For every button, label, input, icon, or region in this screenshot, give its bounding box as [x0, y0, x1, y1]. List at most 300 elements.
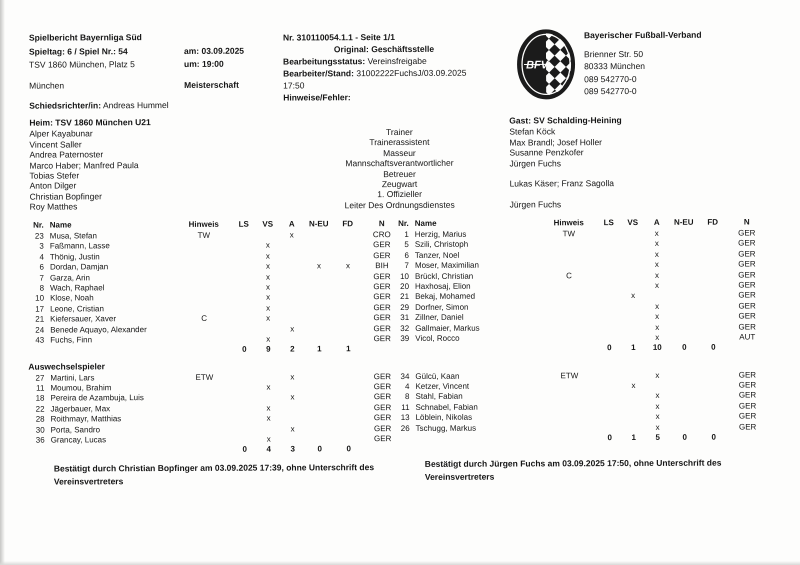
cell-vs	[256, 393, 280, 404]
cell-neu: x	[316, 261, 321, 271]
official-role: Betreuer	[383, 168, 416, 179]
cell-a: x	[290, 323, 295, 333]
substitutes-spacer	[393, 353, 767, 372]
cell-vs	[621, 260, 645, 271]
cell-hinweis	[541, 323, 597, 334]
cell-neu	[304, 334, 334, 345]
cell-neu	[669, 281, 699, 292]
cell-neu	[305, 414, 335, 425]
cell-vs	[256, 372, 280, 383]
cell-ls	[232, 324, 256, 335]
cell-neu	[670, 402, 700, 413]
cell-nat: GER	[738, 411, 757, 421]
cell-neu: N-EU	[673, 217, 694, 227]
cell-vs	[621, 322, 645, 333]
cell-fd: 0	[711, 432, 716, 442]
official-role: Trainerassistent	[369, 137, 430, 148]
cell-a	[280, 314, 304, 325]
cell-vs: x	[266, 292, 271, 302]
cell-hinweis	[541, 312, 597, 323]
cell-ls	[233, 414, 257, 425]
cell-nat: GER	[738, 321, 756, 332]
cell-a	[280, 262, 304, 273]
venue-line: TSV 1860 München, Platz 5	[29, 59, 135, 70]
cell-ls: 0	[607, 343, 612, 353]
cell-hinweis	[541, 381, 597, 392]
cell-vs	[621, 371, 645, 382]
cell-nr: 11	[401, 402, 410, 412]
starters-totals-row	[393, 343, 767, 355]
cell-fd	[699, 332, 727, 343]
cell-nr: 17	[35, 304, 45, 314]
official-name: Susanne Penzkofer	[509, 147, 584, 158]
cell-fd	[334, 303, 362, 314]
cell-fd	[334, 241, 362, 252]
cell-hinweis: Hinweis	[188, 219, 219, 229]
cell-vs: 9	[266, 344, 271, 354]
cell-hinweis: ETW	[195, 372, 214, 382]
cell-nat: GER	[373, 371, 392, 381]
cell-neu	[304, 393, 334, 404]
cell-neu	[669, 260, 699, 271]
cell-nr: 32	[400, 323, 410, 333]
guest-roster-table	[393, 216, 768, 444]
association-name: Bayerischer Fußball-Verband	[583, 29, 702, 41]
cell-hinweis	[176, 393, 232, 404]
cell-fd	[699, 322, 727, 333]
cell-nat	[363, 444, 403, 455]
referee-name: Andreas Hummel	[102, 100, 169, 111]
subs-totals-row	[394, 432, 768, 444]
bfv-logo	[515, 27, 577, 101]
cell-neu	[669, 291, 699, 302]
cell-nat: GER	[738, 422, 757, 432]
cell-name: Gülcü, Kaan	[415, 371, 460, 381]
cell-ls	[232, 283, 256, 294]
guest-officials-names	[509, 126, 622, 210]
cell-neu	[304, 282, 334, 293]
scan-edge-bottom	[0, 561, 800, 565]
cell-nat: GER	[373, 392, 392, 402]
official-name: Jürgen Fuchs	[509, 199, 562, 210]
cell-hinweis	[176, 383, 232, 394]
cell-a: A	[288, 219, 295, 229]
cell-nr: 8	[405, 392, 410, 402]
official-role: Leiter Des Ordnungsdienstes	[344, 199, 455, 210]
competition-type: Meisterschaft	[184, 79, 239, 90]
cell-name: Schnabel, Fabian	[415, 402, 478, 412]
cell-neu	[669, 333, 699, 344]
cell-a: x	[654, 280, 660, 290]
cell-nat: GER	[373, 402, 392, 412]
cell-name	[409, 344, 541, 355]
cell-nat: GER	[373, 281, 391, 292]
cell-nr: 24	[35, 325, 45, 335]
cell-nr: 6	[39, 262, 44, 272]
address-line: 80333 München	[584, 61, 646, 72]
cell-neu	[670, 422, 700, 433]
cell-name: Moser, Maximilian	[414, 260, 479, 271]
cell-ls	[232, 393, 256, 404]
original-line: Original: Geschäftsstelle	[333, 43, 435, 55]
cell-nat: GER	[738, 249, 756, 259]
cell-ls: 0	[242, 445, 247, 455]
cell-a	[280, 272, 304, 283]
cell-vs	[256, 324, 280, 335]
cell-name: Dorfner, Simon	[415, 302, 469, 312]
official-name: Marco Haber; Manfred Paula	[29, 159, 139, 171]
cell-a: x	[655, 332, 660, 342]
cell-nr: 22	[35, 404, 45, 414]
cell-hinweis	[542, 402, 598, 413]
cell-name	[44, 345, 176, 356]
cell-fd	[700, 422, 728, 433]
cell-nat: GER	[738, 401, 757, 411]
cell-hinweis	[176, 293, 232, 304]
cell-nr: 11	[36, 383, 45, 393]
official-role: Mannschaftsverantwortlicher	[345, 157, 454, 169]
cell-vs: x	[631, 291, 636, 301]
cell-ls	[232, 372, 256, 383]
cell-ls	[597, 381, 621, 392]
cell-fd	[334, 272, 362, 283]
cell-ls	[597, 260, 621, 271]
cell-name: Tschugg, Markus	[415, 423, 477, 433]
cell-hinweis: Hinweis	[553, 218, 584, 228]
cell-nr: 6	[404, 250, 409, 260]
cell-hinweis: C	[566, 270, 572, 280]
cell-nr: 21	[400, 292, 410, 302]
cell-a: 3	[290, 444, 295, 454]
cell-nr: 4	[39, 252, 44, 262]
cell-nr: 7	[404, 261, 409, 271]
cell-nr: 10	[35, 293, 45, 303]
cell-hinweis	[542, 412, 598, 423]
cell-a: x	[655, 322, 660, 332]
official-name: Anton Dilger	[29, 180, 77, 191]
cell-nat: GER	[373, 323, 391, 333]
cell-ls	[597, 333, 621, 344]
cell-a: x	[289, 230, 294, 240]
status-value: Vereinsfreigabe	[367, 55, 427, 67]
address-line: 089 542770-0	[584, 73, 637, 84]
cell-fd	[699, 381, 727, 392]
cell-name: Moumou, Brahim	[50, 383, 112, 393]
cell-name: Kiefersauer, Xaver	[50, 314, 116, 324]
cell-nat: GER	[738, 259, 756, 269]
cell-nr: 7	[39, 273, 44, 283]
cell-neu: 1	[317, 344, 322, 354]
cell-fd: x	[345, 261, 350, 271]
cell-fd	[334, 324, 362, 335]
cell-a: x	[290, 392, 295, 402]
cell-vs: x	[266, 334, 271, 344]
cell-neu: 0	[682, 432, 687, 442]
cell-nr: 43	[35, 335, 45, 345]
cell-fd	[699, 301, 727, 312]
cell-vs	[621, 333, 645, 344]
cell-name	[45, 445, 177, 456]
cell-ls	[232, 383, 256, 394]
cell-hinweis	[177, 414, 233, 425]
cell-vs	[621, 281, 645, 292]
cell-nr: 13	[400, 413, 410, 423]
starters-totals-row	[28, 344, 402, 356]
cell-vs	[622, 412, 646, 423]
match-date: am: 03.09.2025	[183, 45, 245, 56]
cell-neu	[669, 239, 699, 250]
cell-vs: 4	[266, 444, 271, 455]
cell-nr: 31	[400, 313, 410, 323]
cell-vs: x	[266, 434, 271, 444]
cell-name: Dordan, Damjan	[49, 262, 109, 272]
cell-vs	[622, 402, 646, 413]
cell-neu	[304, 303, 334, 314]
cell-ls	[233, 403, 257, 414]
cell-nat: GER	[373, 271, 391, 281]
cell-a: x	[655, 311, 660, 322]
referee-label: Schiedsrichter/in:	[29, 100, 102, 111]
cell-nat: N	[743, 217, 750, 227]
official-name: Lukas Käser; Franz Sagolla	[509, 178, 615, 189]
cell-name: Benede Aquayo, Alexander	[50, 324, 147, 335]
document-meta	[283, 31, 485, 104]
editor-line	[283, 67, 485, 92]
cell-hinweis	[177, 435, 233, 446]
cell-name: Wach, Raphael	[50, 283, 105, 293]
cell-hinweis	[542, 433, 598, 444]
cell-name: Name	[414, 218, 437, 228]
cell-neu	[304, 313, 334, 324]
cell-fd	[699, 229, 727, 240]
cell-a	[281, 434, 305, 445]
cell-nat: BIH	[375, 261, 389, 271]
cell-vs: x	[266, 413, 271, 423]
cell-nr: 23	[34, 231, 44, 241]
cell-hinweis	[176, 241, 232, 252]
cell-hinweis	[176, 272, 232, 283]
guest-officials	[509, 115, 622, 210]
cell-nr: 28	[35, 414, 45, 424]
cell-fd	[334, 230, 362, 241]
cell-ls	[597, 291, 621, 302]
official-name: Tobias Stefer	[29, 170, 80, 181]
cell-a	[280, 334, 304, 345]
cell-neu: N-EU	[308, 219, 329, 229]
cell-ls	[232, 293, 256, 304]
cell-fd: FD	[342, 219, 354, 229]
cell-name: Roithmayr, Matthias	[50, 414, 122, 424]
editor-label: Bearbeiter/Stand:	[283, 68, 354, 79]
home-team-label: Heim: TSV 1860 München U21	[29, 117, 151, 128]
official-role: Zeugwart	[381, 178, 418, 190]
cell-name: Fuchs, Finn	[50, 335, 93, 345]
official-name: Stefan Köck	[509, 126, 556, 137]
cell-name: Löblein, Nikolas	[415, 412, 473, 423]
cell-hinweis: ETW	[560, 370, 579, 380]
cell-hinweis	[541, 291, 597, 302]
cell-hinweis	[177, 445, 233, 456]
cell-a: x	[654, 249, 659, 259]
cell-nr: 10	[400, 271, 409, 281]
home-confirmation: Bestätigt durch Christian Bopfinger am 03.09.2025 17:39, ohne Unterschrift des Vereinsvertreters	[53, 462, 375, 487]
cell-vs	[622, 423, 646, 434]
official-name	[510, 189, 622, 200]
cell-name: Jägerbauer, Max	[50, 404, 111, 414]
cell-nr: 29	[400, 302, 410, 312]
cell-hinweis	[541, 392, 597, 403]
official-name	[510, 168, 622, 179]
cell-hinweis	[541, 281, 597, 292]
cell-a: x	[290, 372, 295, 382]
cell-name: Bekaj, Mohamed	[415, 292, 476, 302]
cell-hinweis	[176, 252, 232, 263]
cell-ls	[597, 312, 621, 323]
report-title: Spielbericht Bayernliga Süd	[28, 32, 142, 43]
cell-fd	[334, 282, 362, 293]
cell-nr: 26	[400, 423, 410, 433]
cell-vs: x	[265, 261, 270, 271]
cell-a	[280, 293, 304, 304]
cell-nr: 34	[400, 371, 410, 381]
cell-neu	[669, 322, 699, 333]
cell-ls	[598, 423, 622, 434]
official-role: Trainer	[386, 126, 413, 138]
cell-a: x	[654, 228, 659, 238]
cell-name: Stahl, Fabian	[415, 392, 463, 402]
cell-ls: 0	[607, 433, 612, 443]
cell-hinweis	[541, 302, 597, 313]
home-officials-names	[29, 128, 151, 212]
official-name: Christian Bopfinger	[29, 191, 102, 202]
cell-vs: x	[266, 403, 271, 413]
cell-neu	[670, 412, 700, 423]
official-name: Alper Kayabunar	[29, 128, 93, 140]
cell-a: x	[655, 412, 660, 422]
cell-vs: x	[265, 272, 270, 282]
official-role: Masseur	[383, 147, 416, 158]
cell-name	[410, 433, 542, 444]
cell-nr	[393, 344, 409, 354]
cell-name: Leone, Cristian	[50, 304, 104, 314]
cell-nat: GER	[373, 302, 391, 312]
cell-hinweis	[177, 424, 233, 435]
cell-fd: FD	[707, 217, 719, 227]
cell-neu	[304, 251, 334, 262]
cell-ls	[232, 314, 256, 325]
cell-vs	[621, 312, 645, 323]
cell-vs	[621, 270, 645, 281]
cell-fd	[699, 239, 727, 250]
cell-nat: GER	[373, 313, 391, 323]
cell-fd	[334, 382, 362, 393]
cell-hinweis	[176, 262, 232, 273]
cell-name: Szili, Christoph	[414, 240, 469, 250]
cell-fd	[334, 334, 362, 345]
cell-a	[280, 282, 304, 293]
cell-neu	[669, 312, 699, 323]
cell-hinweis	[542, 423, 598, 434]
cell-vs	[621, 250, 645, 261]
cell-nat	[727, 343, 767, 354]
cell-ls: 0	[242, 344, 247, 354]
cell-hinweis	[176, 324, 232, 335]
cell-nr	[394, 434, 410, 444]
official-name: Jürgen Fuchs	[509, 157, 562, 169]
cell-a: x	[290, 424, 295, 434]
cell-neu	[304, 293, 334, 304]
cell-fd: 0	[711, 342, 716, 352]
cell-nat: GER	[373, 382, 392, 392]
cell-a	[280, 251, 304, 262]
cell-fd	[699, 291, 727, 302]
guest-confirmation: Bestätigt durch Jürgen Fuchs am 03.09.2025 17:50, ohne Unterschrift des Vereinsvertreters	[424, 457, 722, 482]
cell-name: Zillner, Daniel	[415, 312, 464, 323]
cell-fd	[700, 401, 728, 412]
cell-ls	[233, 424, 257, 435]
cell-hinweis	[177, 404, 233, 415]
cell-fd	[334, 393, 362, 404]
city-line: München	[29, 80, 65, 91]
cell-hinweis	[176, 345, 232, 356]
cell-a: 2	[290, 344, 295, 354]
cell-ls	[232, 251, 256, 262]
match-time: um: 19:00	[184, 58, 224, 69]
home-officials	[29, 117, 151, 212]
substitutes-heading: Auswechselspieler	[28, 360, 105, 372]
cell-nat: GER	[373, 240, 391, 250]
cell-a	[281, 414, 305, 425]
cell-name: Pereira de Azambuja, Luis	[50, 393, 144, 403]
cell-vs: 1	[631, 433, 636, 443]
cell-fd: 1	[346, 344, 351, 354]
cell-name: Name	[49, 220, 72, 230]
association-address	[584, 48, 645, 97]
cell-neu	[669, 301, 699, 312]
cell-nat: GER	[738, 301, 756, 311]
cell-a: 5	[655, 432, 660, 442]
cell-vs	[256, 231, 280, 242]
cell-a	[280, 382, 304, 393]
cell-a	[280, 241, 304, 252]
cell-vs: VS	[627, 217, 639, 228]
cell-ls	[232, 335, 256, 346]
status-label: Bearbeitungsstatus:	[283, 56, 366, 67]
cell-neu	[669, 391, 699, 402]
cell-ls	[233, 435, 257, 446]
cell-hinweis	[541, 343, 597, 354]
cell-nr	[29, 446, 45, 456]
cell-vs	[257, 424, 281, 435]
cell-a: x	[654, 260, 659, 270]
scan-edge-left	[0, 0, 5, 565]
official-name: Roy Matthes	[29, 201, 78, 212]
cell-ls	[232, 241, 256, 252]
cell-nr: Nr.	[33, 220, 44, 230]
cell-nat: GER	[738, 290, 756, 300]
cell-nr: 1	[404, 229, 409, 239]
cell-neu	[304, 241, 334, 252]
cell-neu	[304, 382, 334, 393]
cell-fd	[334, 372, 362, 383]
cell-neu	[304, 372, 334, 383]
cell-name: Musa, Stefan	[49, 231, 97, 241]
cell-ls: LS	[238, 219, 249, 229]
cell-name: Ketzer, Vincent	[415, 381, 470, 392]
cell-ls	[597, 281, 621, 292]
cell-ls	[597, 250, 621, 261]
editor-value: 31002222FuchsJ/03.09.2025 17:50	[283, 67, 467, 91]
